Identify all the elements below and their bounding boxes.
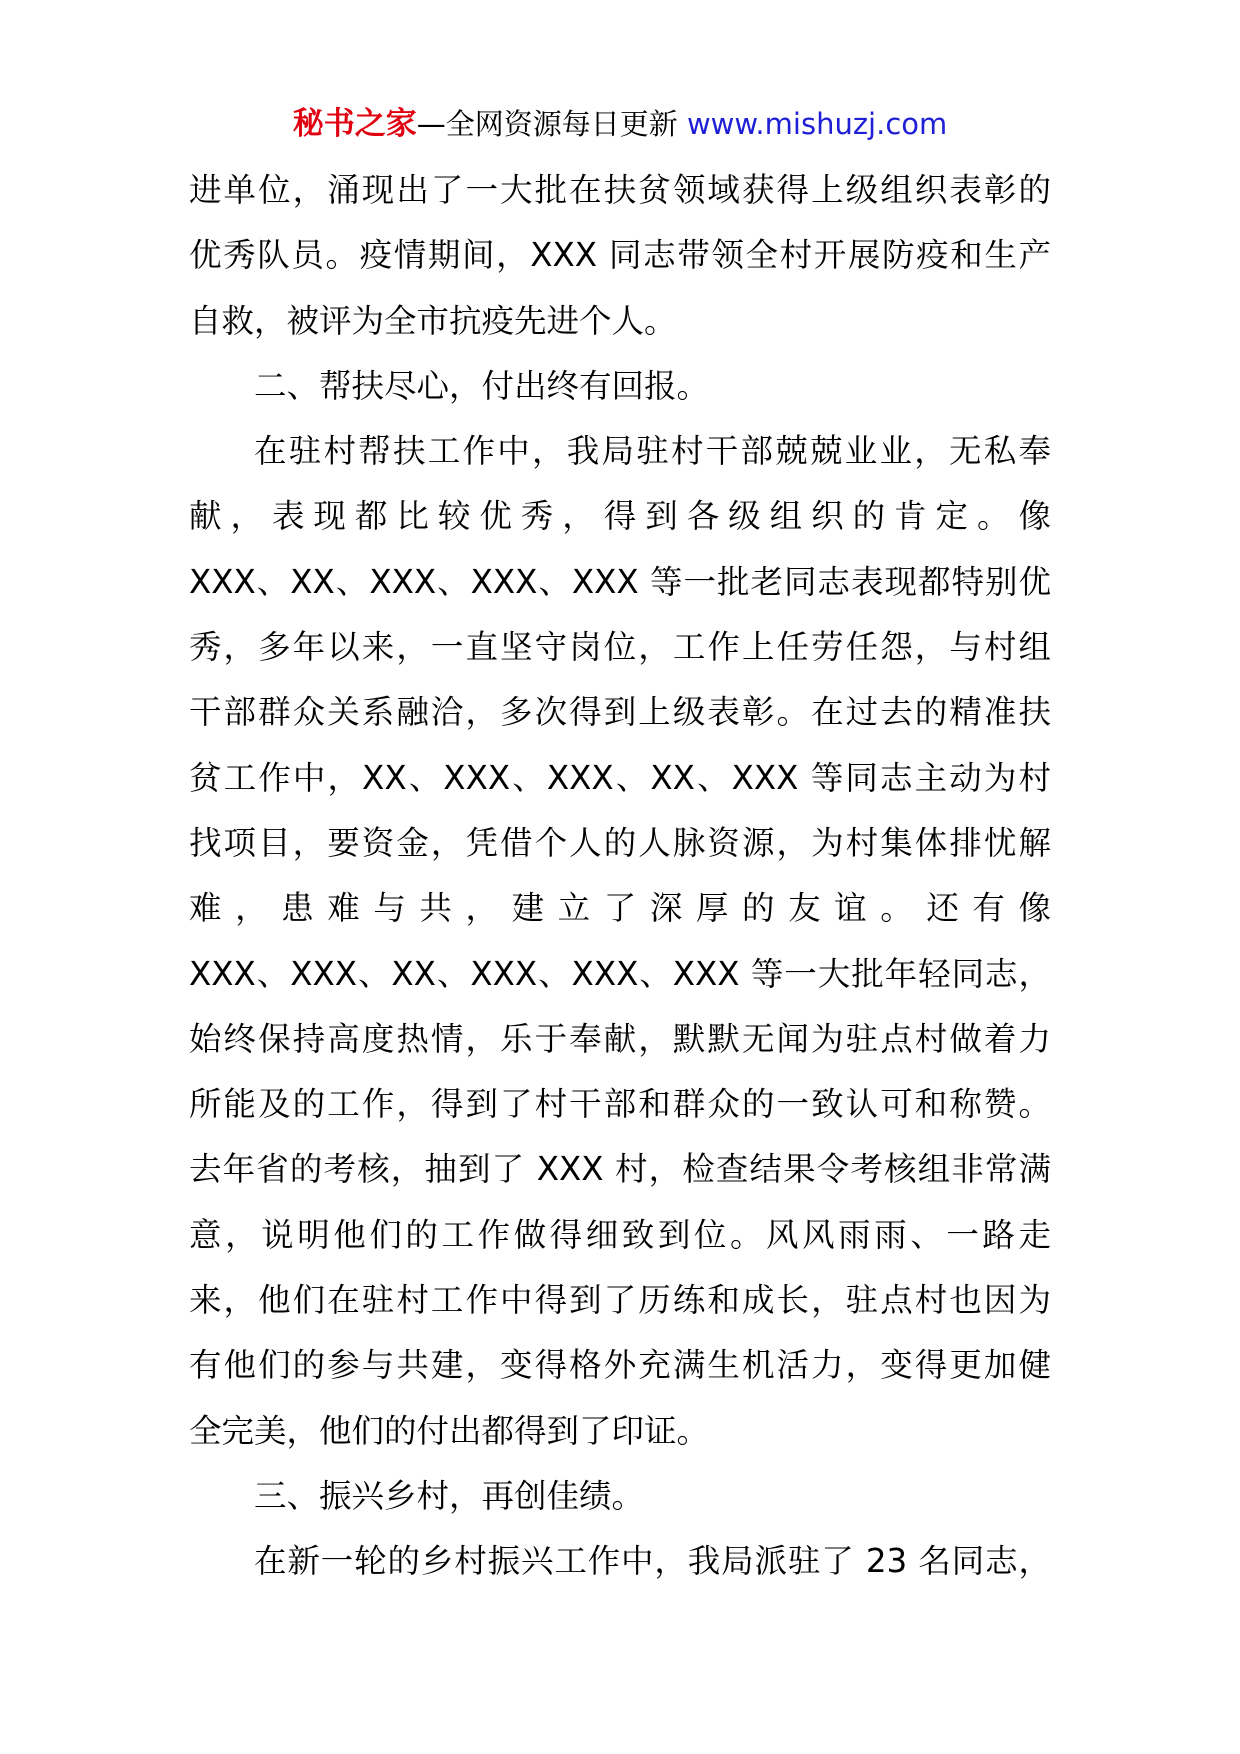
body-line: 意，说明他们的工作做得细致到位。风风雨雨、一路走	[189, 1215, 1051, 1254]
body-line: 贫工作中，XX、XXX、XXX、XX、XXX 等同志主动为村	[189, 758, 1051, 797]
body-line: 难，患难与共，建立了深厚的友谊。还有像	[189, 889, 1051, 928]
body-line: 秀，多年以来，一直坚守岗位，工作上任劳任怨，与村组	[189, 628, 1051, 667]
header-tagline: —全网资源每日更新	[416, 107, 687, 141]
body-line: 自救，被评为全市抗疫先进个人。	[189, 301, 677, 340]
header-site-link[interactable]: www.mishuzj.com	[686, 107, 948, 141]
body-line: 干部群众关系融洽，多次得到上级表彰。在过去的精准扶	[189, 693, 1051, 732]
body-line: 去年省的考核，抽到了 XXX 村，检查结果令考核组非常满	[189, 1150, 1051, 1189]
body-line: 始终保持高度热情，乐于奉献，默默无闻为驻点村做着力	[189, 1019, 1051, 1058]
section-heading: 二、帮扶尽心，付出终有回报。	[254, 366, 710, 405]
body-line: 来，他们在驻村工作中得到了历练和成长，驻点村也因为	[189, 1281, 1051, 1320]
body-line: XXX、XXX、XX、XXX、XXX、XXX 等一大批年轻同志，	[189, 954, 1051, 993]
body-line: 全完美，他们的付出都得到了印证。	[189, 1411, 710, 1450]
header-brand: 秘书之家	[292, 106, 417, 142]
body-line: 所能及的工作，得到了村干部和群众的一致认可和称赞。	[189, 1085, 1051, 1124]
body-line: 在新一轮的乡村振兴工作中，我局派驻了 23 名同志，	[254, 1542, 1051, 1581]
document-body	[189, 158, 1051, 1595]
section-heading: 三、振兴乡村，再创佳绩。	[254, 1476, 645, 1515]
body-line: 献，表现都比较优秀，得到各级组织的肯定。像	[189, 497, 1051, 536]
body-line: 优秀队员。疫情期间，XXX 同志带领全村开展防疫和生产	[189, 236, 1051, 275]
page-header	[0, 104, 1240, 144]
body-line: 进单位，涌现出了一大批在扶贫领域获得上级组织表彰的	[189, 171, 1051, 209]
body-line: 在驻村帮扶工作中，我局驻村干部兢兢业业，无私奉	[254, 432, 1051, 471]
body-line: 找项目，要资金，凭借个人的人脉资源，为村集体排忧解	[189, 823, 1051, 862]
body-line: 有他们的参与共建，变得格外充满生机活力，变得更加健	[189, 1346, 1051, 1385]
body-line: XXX、XX、XXX、XXX、XXX 等一批老同志表现都特别优	[189, 562, 1051, 601]
